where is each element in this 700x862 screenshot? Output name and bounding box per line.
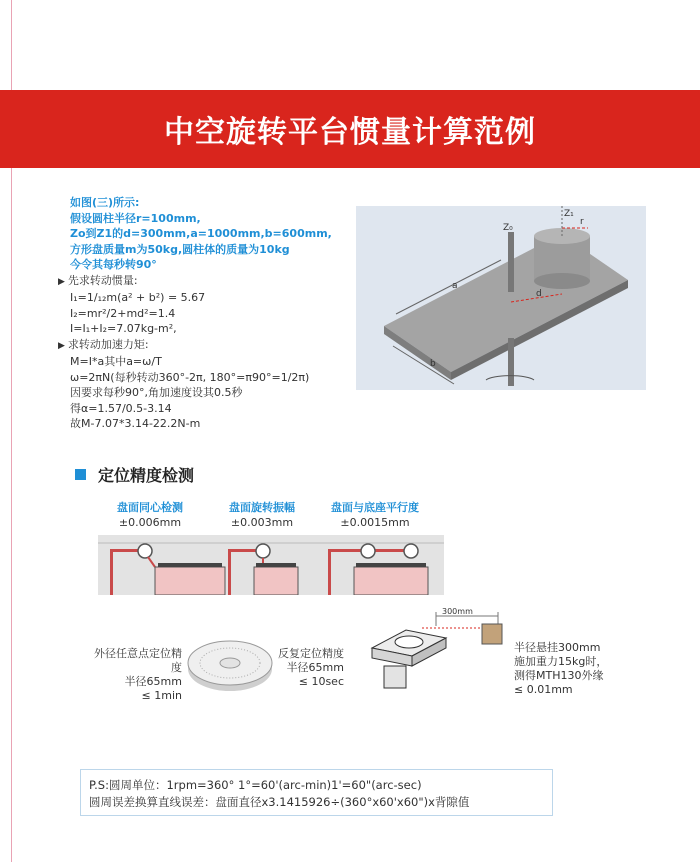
- cylinder-bottom: [534, 273, 590, 289]
- dial-gauge-drawings: [98, 535, 444, 595]
- measure-label: 盘面同心检测: [117, 501, 183, 514]
- table-bore: [395, 636, 423, 648]
- formula-line: ω=2πN(每秒转动360°-2π, 180°=π90°=1/2π): [70, 370, 310, 384]
- ps-line: P.S:圆周单位：1rpm=360° 1°=60'(arc-min)1'=60"(arc-sec): [89, 778, 422, 792]
- dial-gauge-illustration: [98, 535, 444, 595]
- r-label: r: [580, 217, 584, 227]
- z0-axis-lower: [508, 338, 514, 386]
- triangle-bullet-icon: ▶: [58, 276, 65, 287]
- formula-line: 故M-7.07*3.14-22.2N-m: [70, 417, 201, 430]
- given-line: 方形盘质量m为50kg,圆柱体的质量为10kg: [70, 242, 290, 256]
- given-line: 今令其每秒转90°: [70, 258, 157, 271]
- formula-line: I₁=1/₁₂m(a² + b²) = 5.67: [70, 291, 206, 304]
- step1-heading: ▶ 先求转动惯量:: [58, 273, 138, 287]
- radius-load-caption: 半径悬挂300mm 施加重力15kg时， 测得MTH130外缘 ≤ 0.01mm: [514, 641, 608, 696]
- section-title: 定位精度检测: [98, 466, 195, 485]
- measure-value: ±0.006mm: [118, 516, 182, 529]
- measure-concentricity: [85, 500, 215, 530]
- gauge-setup-2: [228, 544, 298, 595]
- z0-label: Z₀: [503, 223, 513, 233]
- triangle-bullet-icon: ▶: [58, 340, 65, 351]
- repeat-accuracy-caption: 反复定位精度 半径65mm ≤ 10sec: [278, 647, 344, 688]
- measure-value: ±0.003mm: [230, 516, 294, 529]
- motor-body: [384, 666, 406, 688]
- dimension-300-label: 300mm: [442, 607, 473, 616]
- formula-line: 得α=1.57/0.5-3.14: [70, 401, 172, 415]
- disk-center-hole: [220, 658, 240, 668]
- formula-line: 因要求每秒90°,角加速度设其0.5秒: [70, 386, 243, 399]
- cantilever-load-illustration: [348, 606, 513, 694]
- ps-line: 圆周误差换算直线误差：盘面直径x3.1415926÷(360°x60'x60")x背隙值: [89, 795, 470, 809]
- formula-line: I=I₁+I₂=7.07kg-m²,: [70, 322, 177, 335]
- load-weight-icon: [482, 624, 502, 644]
- dial-gauge-icon: [256, 544, 270, 558]
- plate-cylinder-illustration: [356, 206, 646, 390]
- dial-gauge-icon: [138, 544, 152, 558]
- section-heading: [75, 463, 194, 486]
- square-bullet-icon: [75, 469, 86, 480]
- given-line: Zo到Z1的d=300mm,a=1000mm,b=600mm,: [70, 227, 332, 240]
- formula-line: I₂=mr²/2+md²=1.4: [70, 306, 176, 320]
- outer-accuracy-caption: 外径任意点定位精度 半径65mm ≤ 1min: [94, 647, 182, 702]
- rotary-disk-illustration: [186, 633, 274, 693]
- measure-parallelism: [310, 500, 440, 530]
- measure-value: ±0.0015mm: [340, 516, 410, 529]
- dial-gauge-icon: [404, 544, 418, 558]
- measure-label: 盘面与底座平行度: [331, 501, 419, 514]
- given-line: 假设圆柱半径r=100mm,: [70, 211, 201, 225]
- formula-line: M=I*a其中a=ω/T: [70, 355, 162, 368]
- z0-axis-upper: [508, 232, 514, 292]
- gauge-setup-3: [328, 544, 428, 595]
- d-label: d: [536, 289, 542, 299]
- given-line: 如图(三)所示:: [70, 196, 140, 209]
- calculation-example: [58, 195, 332, 432]
- title-banner: [0, 90, 700, 168]
- measure-label: 盘面旋转振幅: [229, 501, 295, 514]
- measure-runout: [197, 500, 327, 530]
- a-label: a: [452, 281, 458, 291]
- z1-label: Z₁: [564, 209, 574, 219]
- page-title: 中空旋转平台惯量计算范例: [164, 115, 536, 150]
- dial-gauge-icon: [361, 544, 375, 558]
- step2-heading: ▶ 求转动加速力矩:: [58, 337, 149, 351]
- gauge-setup-1: [110, 544, 225, 595]
- ps-note-box: [80, 769, 553, 816]
- figure-3-diagram: [356, 206, 646, 390]
- b-label: b: [430, 359, 436, 369]
